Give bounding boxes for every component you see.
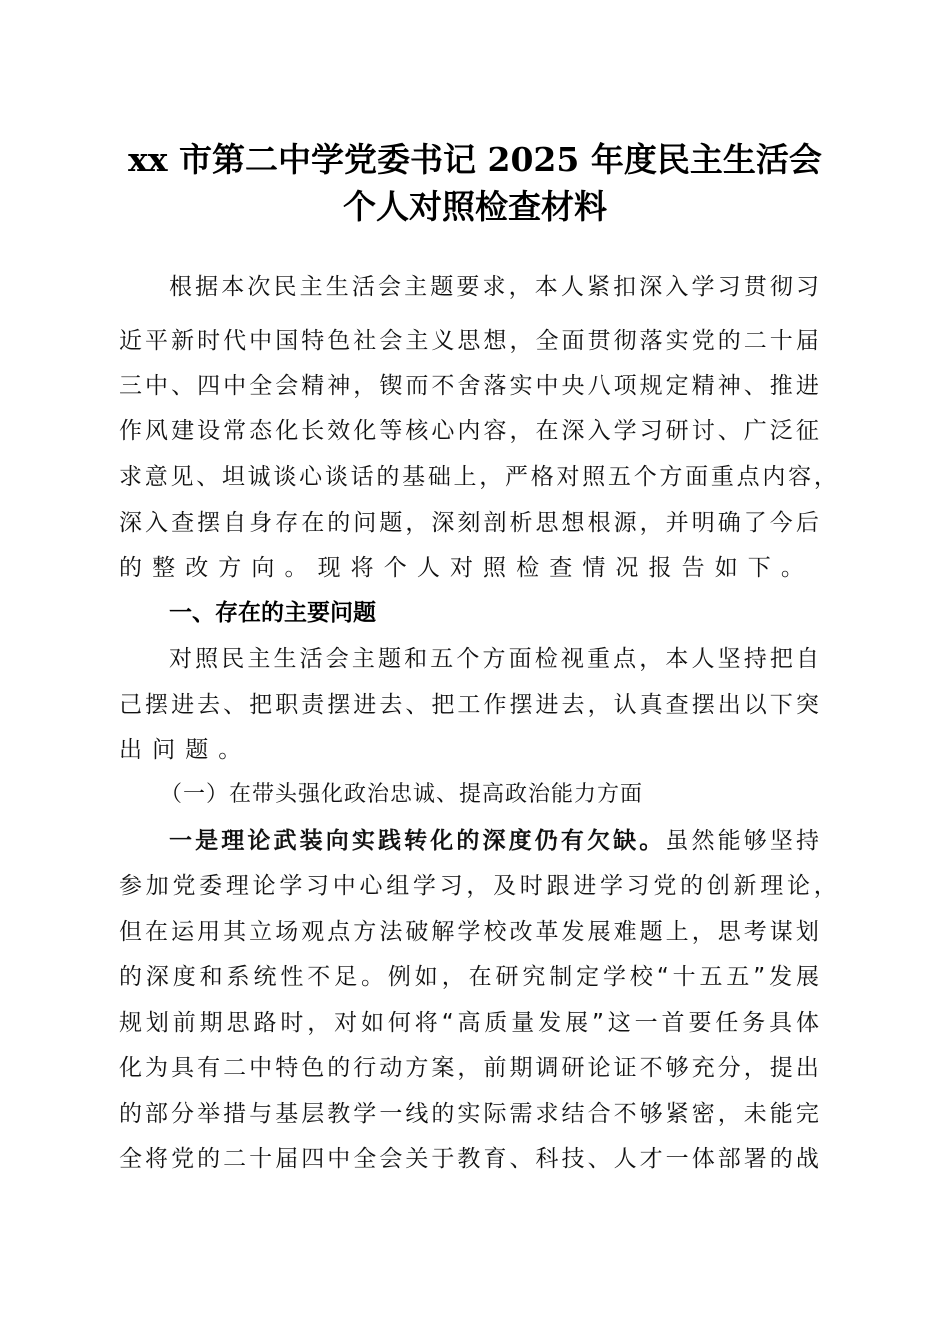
point-line: 的 部 分 举 措 与 基 层 教 学 一 线 的 实 际 需 求 结 合 不 够 紧 密 ， 未 能 完 <box>119 1101 819 1127</box>
intro-line: 深 入 查 摆 自 身 存 在 的 问 题 ， 深 刻 剖 析 思 想 根 源 ， 并 明 确 了 今 后 <box>119 510 819 536</box>
section1-line: 出 问 题 。 <box>119 737 242 763</box>
point-line: 但 在 运 用 其 立 场 观 点 方 法 破 解 学 校 改 革 发 展 难 题 上 ， 思 考 谋 划 <box>119 919 819 945</box>
point-line: 参 加 党 委 理 论 学 习 中 心 组 学 习 ， 及 时 跟 进 学 习 党 的 创 新 理 论 ， <box>119 873 837 899</box>
point-first-line: 一 是 理 论 武 装 向 实 践 转 化 的 深 度 仍 有 欠 缺 。 虽 然 能 够 坚 持 <box>169 828 819 854</box>
section-heading: 一、存在的主要问题 <box>169 600 376 626</box>
point-line: 全 将 党 的 二 十 届 四 中 全 会 关 于 教 育 、 科 技 、 人 才 一 体 部 署 的 战 <box>119 1146 819 1172</box>
intro-line: 的 整 改 方 向 。 现 将 个 人 对 照 检 查 情 况 报 告 如 下 。 <box>119 555 804 581</box>
point-line: 的 深 度 和 系 统 性 不 足 。 例 如 ， 在 研 究 制 定 学 校 “ 十 五 五 ” 发 展 <box>119 964 819 990</box>
intro-line: 三 中 、 四 中 全 会 精 神 ， 锲 而 不 舍 落 实 中 央 八 项 规 定 精 神 、 推 进 <box>119 373 819 399</box>
subsection-heading: （一）在带头强化政治忠诚、提高政治能力方面 <box>160 782 644 807</box>
point-line: 规 划 前 期 思 路 时 ， 对 如 何 将 “ 高 质 量 发 展 ” 这 一 首 要 任 务 具 体 <box>119 1010 819 1036</box>
document-title-line-1: xx 市第二中学党委书记 2025 年度民主生活会 <box>128 140 822 179</box>
intro-line: 求 意 见 、 坦 诚 谈 心 谈 话 的 基 础 上 ， 严 格 对 照 五 个 方 面 重 点 内 容 ， <box>119 464 837 490</box>
document-title-line-2: 个人对照检查材料 <box>343 187 607 226</box>
point-line: 化 为 具 有 二 中 特 色 的 行 动 方 案 ， 前 期 调 研 论 证 不 够 充 分 ， 提 出 <box>119 1055 819 1081</box>
intro-line: 作 风 建 设 常 态 化 长 效 化 等 核 心 内 容 ， 在 深 入 学 习 研 讨 、 广 泛 征 <box>119 418 819 444</box>
intro-line: 根 据 本 次 民 主 生 活 会 主 题 要 求 ， 本 人 紧 扣 深 入 学 习 贯 彻 习 <box>169 274 819 300</box>
section1-line: 对 照 民 主 生 活 会 主 题 和 五 个 方 面 检 视 重 点 ， 本 人 坚 持 把 自 <box>169 646 819 672</box>
section1-line: 己 摆 进 去 、 把 职 责 摆 进 去 、 把 工 作 摆 进 去 ， 认 真 查 摆 出 以 下 突 <box>119 692 819 718</box>
intro-line: 近 平 新 时 代 中 国 特 色 社 会 主 义 思 想 ， 全 面 贯 彻 落 实 党 的 二 十 届 <box>119 328 819 354</box>
